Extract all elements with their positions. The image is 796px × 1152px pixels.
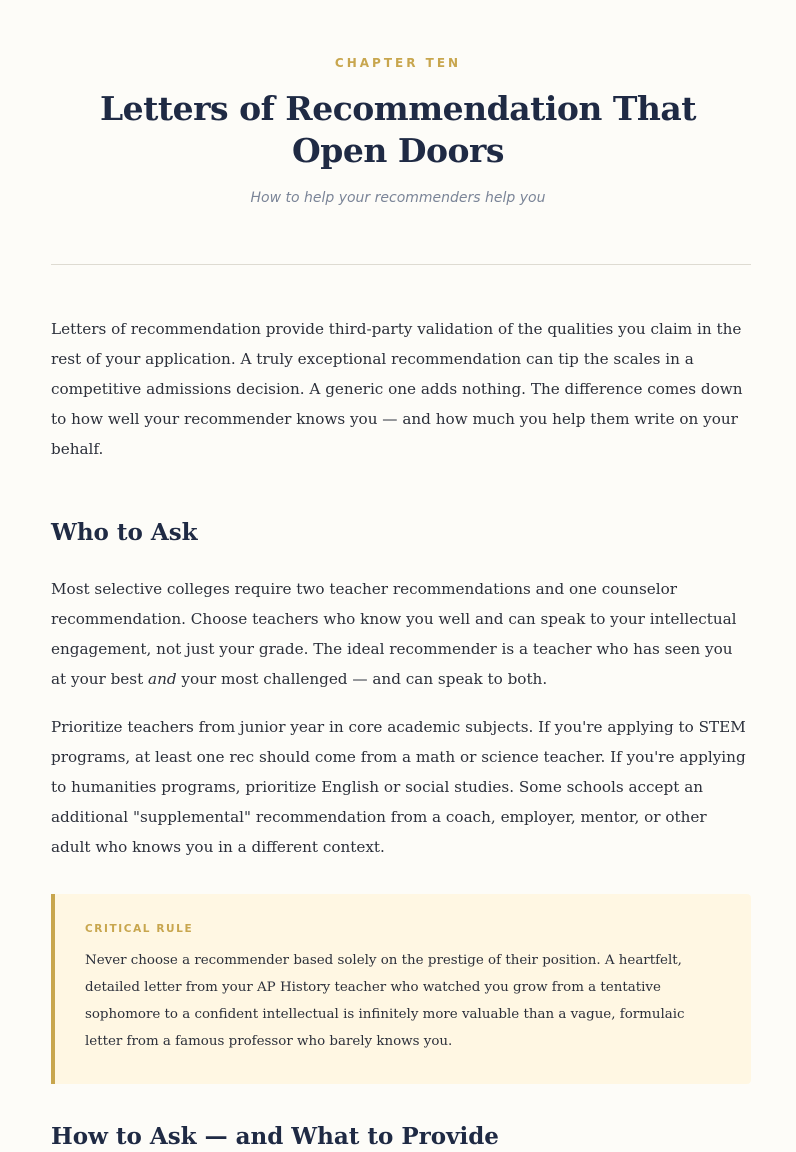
chapter-subtitle: How to help your recommenders help you [250, 190, 546, 206]
section-heading-how-to-ask: How to Ask — and What to Provide [51, 1123, 499, 1150]
header-divider [51, 264, 751, 265]
who-to-ask-paragraph-2: Prioritize teachers from junior year in core academic subjects. If you're applying to STEM programs, at least one rec should come from a math or science teacher. If you're applying to humanities programs, prioritize English or social studies. Some schools accept an additional "supplemental" recommendation from a coach, employer, mentor, or other adult who knows you in a different context. [51, 718, 746, 856]
paragraph-text: your most challenged — and can speak to both. [176, 670, 548, 688]
critical-rule-callout [51, 894, 751, 1084]
intro-paragraph: Letters of recommendation provide third-party validation of the qualities you claim in the rest of your application. A truly exceptional recommendation can tip the scales in a competitive admissions decision. A generic one adds nothing. The difference comes down to how well your recommender knows you — and how much you help them write on your behalf. [51, 320, 743, 458]
emphasis-text: and [148, 670, 177, 688]
chapter-title: Letters of Recommendation That Open Doors [99, 89, 697, 170]
chapter-label: CHAPTER TEN [334, 56, 462, 70]
chapter-body [51, 314, 751, 1084]
chapter-header [0, 0, 796, 208]
callout-text: Never choose a recommender based solely on the prestige of their position. A heartfelt, detailed letter from your AP History teacher who watched you grow from a tentative sophomore to a confident intellectual is infinitely more valuable than a vague, formulaic letter from a famous professor who barely knows you. [85, 953, 685, 1049]
who-to-ask-paragraph-1 [51, 574, 751, 694]
section-heading-who-to-ask: Who to Ask [51, 519, 198, 546]
callout-label: CRITICAL RULE [85, 923, 194, 935]
paragraph-text: Most selective colleges require two teacher recommendations and one counselor recommendation. Choose teachers who know you well and can speak to your intellectual engagement, not just your grade. The ideal recommender is a teacher who has seen you at your best [51, 580, 737, 688]
